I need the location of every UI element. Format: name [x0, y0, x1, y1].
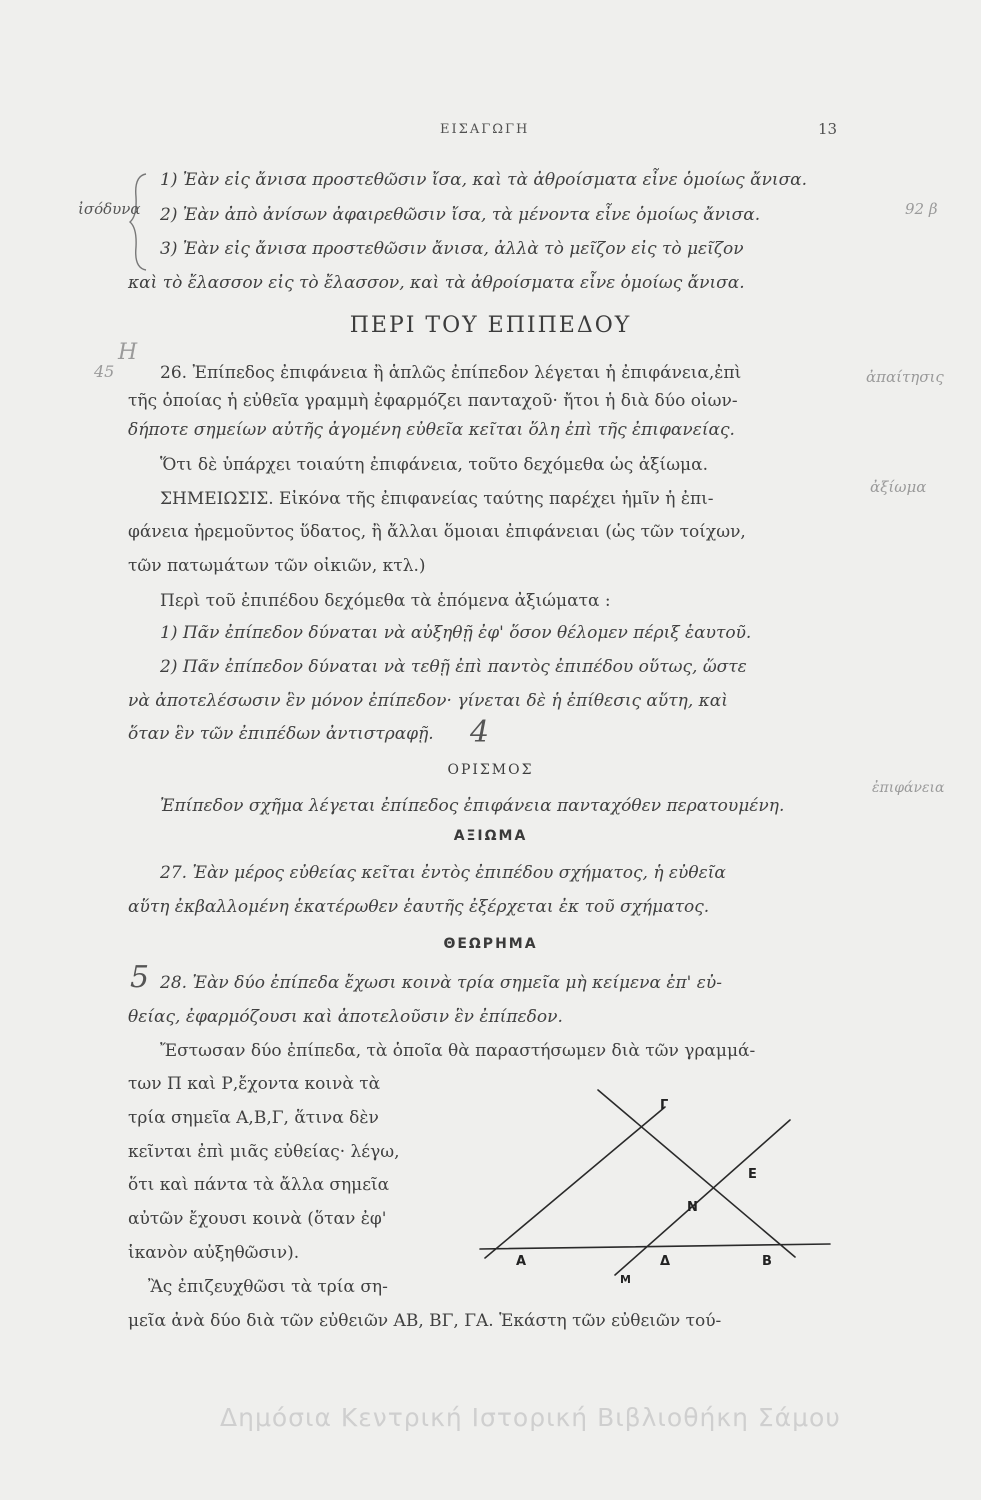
margin-note-right-2: ἀξίωμα — [870, 478, 927, 496]
label-b: Β — [762, 1254, 772, 1269]
line-ab — [480, 1244, 830, 1249]
plane-axiom-4: ὅταν ἓν τῶν ἐπιπέδων ἀντιστραφῇ. — [128, 724, 434, 744]
definition-text: Ἐπίπεδον σχῆμα λέγεται ἐπίπεδος ἐπιφάνεια πανταχόθεν περατουμένη. — [160, 796, 785, 816]
handwritten-mark-5: 5 — [130, 960, 150, 995]
proof-line-7: ἱκανὸν αὐξηθῶσιν). — [128, 1243, 300, 1263]
label-d: Δ — [660, 1254, 671, 1269]
line-gb — [598, 1090, 795, 1257]
section-heading-plane: ΠΕΡΙ ΤΟΥ ΕΠΙΠΕΔΟΥ — [349, 313, 632, 338]
theorem-28-line-2: θείας, ἐφαρμόζουσι καὶ ἀποτελοῦσιν ἓν ἐπίπεδον. — [128, 1007, 563, 1027]
geometry-figure — [480, 1085, 850, 1286]
margin-note-top-right: 92 β — [905, 200, 938, 218]
proof-line-4: κεῖνται ἐπὶ μιᾶς εὐθείας· λέγω, — [128, 1142, 400, 1162]
paragraph-26-line-2: τῆς ὁποίας ἡ εὐθεῖα γραμμὴ ἐφαρμόζει πανταχοῦ· ἤτοι ἡ διὰ δύο οἱων- — [128, 391, 738, 411]
axiom-line-4: καὶ τὸ ἔλασσον εἰς τὸ ἔλασσον, καὶ τὰ ἀθροίσματα εἶνε ὁμοίως ἄνισα. — [128, 273, 745, 293]
axiom-27-line-2: αὕτη ἐκβαλλομένη ἑκατέρωθεν ἑαυτῆς ἐξέρχεται ἐκ τοῦ σχήματος. — [128, 897, 710, 917]
library-watermark: Δημόσια Κεντρική Ιστορική Βιβλιοθήκη Σάμου — [220, 1403, 841, 1432]
margin-note-number: 45 — [94, 362, 115, 381]
label-m: Μ — [620, 1273, 631, 1286]
note-line-3: τῶν πατωμάτων τῶν οἰκιῶν, κτλ.) — [128, 556, 426, 576]
axiom-27-line-1: 27. Ἐὰν μέρος εὐθείας κεῖται ἐντὸς ἐπιπέδου σχήματος, ἡ εὐθεῖα — [160, 863, 726, 883]
proof-line-1: Ἔστωσαν δύο ἐπίπεδα, τὰ ὁποῖα θὰ παραστήσωμεν διὰ τῶν γραμμά- — [160, 1041, 756, 1061]
plane-axiom-1: 1) Πᾶν ἐπίπεδον δύναται νὰ αὐξηθῇ ἐφ' ὅσον θέλομεν πέριξ ἑαυτοῦ. — [160, 623, 752, 643]
label-e: Ε — [748, 1167, 757, 1182]
paragraph-26-line-3: δήποτε σημείων αὐτῆς ἀγομένη εὐθεῖα κεῖται ὅλη ἐπὶ τῆς ἐπιφανείας. — [128, 420, 735, 440]
proof-line-3: τρία σημεῖα Α,Β,Γ, ἅτινα δὲν — [128, 1108, 379, 1128]
note-line-1: ΣΗΜΕΙΩΣΙΣ. Εἰκόνα τῆς ἐπιφανείας ταύτης παρέχει ἡμῖν ἡ ἐπι- — [160, 489, 714, 509]
label-g: Γ — [660, 1098, 669, 1113]
margin-note-brace: ἰσόδυνα — [78, 200, 141, 218]
line-mn — [615, 1120, 790, 1275]
page-number: 13 — [818, 120, 838, 138]
running-header: ΕΙΣΑΓΩΓΗ — [440, 122, 530, 137]
margin-note-h: Η — [118, 340, 138, 365]
axiom-line-1: 1) Ἐὰν εἰς ἄνισα προστεθῶσιν ἴσα, καὶ τὰ ἀθροίσματα εἶνε ὁμοίως ἄνισα. — [160, 170, 808, 190]
proof-line-5: ὅτι καὶ πάντα τὰ ἄλλα σημεῖα — [128, 1175, 390, 1195]
margin-note-right-1: ἀπαίτησις — [866, 368, 944, 386]
axiom-heading: ΑΞΙΩΜΑ — [453, 828, 528, 844]
margin-brace — [128, 172, 148, 272]
margin-note-right-3: ἐπιφάνεια — [872, 780, 945, 796]
line-ga — [485, 1107, 665, 1258]
paragraph-26-line-4: Ὅτι δὲ ὑπάρχει τοιαύτη ἐπιφάνεια, τοῦτο δεχόμεθα ὡς ἀξίωμα. — [160, 455, 708, 475]
plane-axiom-3: νὰ ἀποτελέσωσιν ἓν μόνον ἐπίπεδον· γίνεται δὲ ἡ ἐπίθεσις αὕτη, καὶ — [128, 691, 728, 711]
plane-axiom-2: 2) Πᾶν ἐπίπεδον δύναται νὰ τεθῇ ἐπὶ παντὸς ἐπιπέδου οὕτως, ὥστε — [160, 657, 747, 677]
label-n: Ν — [687, 1200, 698, 1215]
theorem-heading: ΘΕΩΡΗΜΑ — [443, 936, 538, 952]
handwritten-mark-4: 4 — [470, 715, 490, 750]
plane-axioms-intro: Περὶ τοῦ ἐπιπέδου δεχόμεθα τὰ ἑπόμενα ἀξιώματα : — [160, 591, 611, 611]
proof-line-2: των Π καὶ Ρ,ἔχοντα κοινὰ τὰ — [128, 1074, 381, 1094]
proof-line-9: μεῖα ἀνὰ δύο διὰ τῶν εὐθειῶν ΑΒ, ΒΓ, ΓΑ. Ἑκάστη τῶν εὐθειῶν τού- — [128, 1311, 722, 1331]
proof-line-6: αὐτῶν ἔχουσι κοινὰ (ὅταν ἐφ' — [128, 1209, 387, 1229]
axiom-line-3: 3) Ἐὰν εἰς ἄνισα προστεθῶσιν ἄνισα, ἀλλὰ τὸ μεῖζον εἰς τὸ μεῖζον — [160, 239, 744, 259]
note-line-2: φάνεια ἠρεμοῦντος ὕδατος, ἢ ἄλλαι ὅμοιαι ἐπιφάνειαι (ὡς τῶν τοίχων, — [128, 522, 746, 542]
definition-heading: ΟΡΙΣΜΟΣ — [447, 762, 534, 778]
label-a: Α — [516, 1254, 527, 1269]
theorem-28-line-1: 28. Ἐὰν δύο ἐπίπεδα ἔχωσι κοινὰ τρία σημεῖα μὴ κείμενα ἐπ' εὐ- — [160, 973, 722, 993]
proof-line-8: Ἂς ἐπιζευχθῶσι τὰ τρία ση- — [148, 1277, 388, 1297]
axiom-line-2: 2) Ἐὰν ἀπὸ ἀνίσων ἀφαιρεθῶσιν ἴσα, τὰ μένοντα εἶνε ὁμοίως ἄνισα. — [160, 205, 761, 225]
paragraph-26-line-1: 26. Ἐπίπεδος ἐπιφάνεια ἢ ἁπλῶς ἐπίπεδον λέγεται ἡ ἐπιφάνεια,ἐπὶ — [160, 363, 742, 383]
